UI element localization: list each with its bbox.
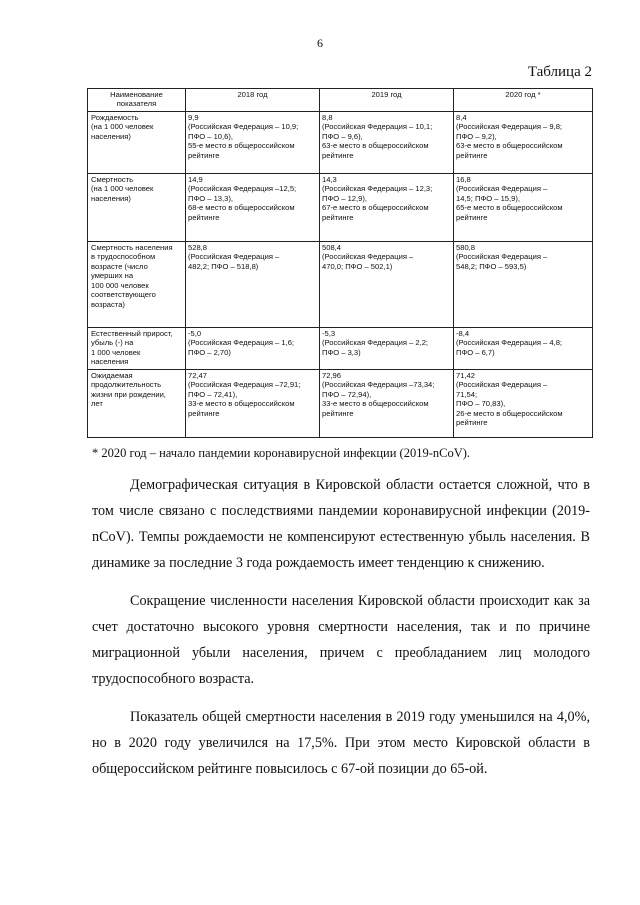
table-caption: Таблица 2 <box>527 64 592 80</box>
value-number: 14,3 <box>322 175 337 184</box>
value-number: 8,4 <box>456 113 467 122</box>
demographics-table <box>87 88 593 438</box>
indicator-line: населения <box>91 357 129 367</box>
value-line: (Российская Федерация – <box>188 252 280 262</box>
indicator-line: продолжительность <box>91 380 162 390</box>
indicator-line: (на 1 000 человек <box>91 184 154 194</box>
value-cell <box>186 370 320 438</box>
value-line: (Российская Федерация – 10,1; <box>322 122 433 132</box>
indicator-line: жизни при рождении, <box>91 389 166 399</box>
table-row <box>88 112 593 174</box>
indicator-cell <box>88 112 186 174</box>
indicator-line: Смертность <box>91 175 134 184</box>
value-line: ПФО – 3,3) <box>322 347 361 357</box>
indicator-line: убыль (-) на <box>91 338 134 348</box>
indicator-line: 1 000 человек <box>91 347 141 357</box>
value-line: ПФО – 70,83), <box>456 399 506 409</box>
indicator-cell <box>88 370 186 438</box>
header-2019: 2019 год <box>320 89 454 112</box>
page-number: 6 <box>317 36 323 50</box>
value-line: рейтинге <box>322 150 354 160</box>
value-line: 65-е место в общероссийском <box>456 203 563 213</box>
value-line: 470,0; ПФО – 502,1) <box>322 261 393 271</box>
table-body <box>88 112 593 438</box>
value-line: (Российская Федерация –72,91; <box>188 380 301 390</box>
value-cell <box>320 242 454 328</box>
indicator-line: соответствующего <box>91 290 156 300</box>
table-row <box>88 328 593 370</box>
value-number: 528,8 <box>188 243 208 252</box>
value-line: (Российская Федерация – 12,3; <box>322 184 433 194</box>
value-cell <box>186 174 320 242</box>
indicator-cell <box>88 328 186 370</box>
value-line: ПФО – 12,9), <box>322 193 367 203</box>
value-line: (Российская Федерация –73,34; <box>322 380 435 390</box>
paragraph-population-decline: Сокращение численности населения Кировской области происходит как за счет достаточно высокого уровня смертности населения, так и по причине миграционной убыли населения, причем с преобладанием лиц молодого трудоспособного возраста. <box>92 593 590 687</box>
value-line: рейтинге <box>188 212 220 222</box>
value-line: (Российская Федерация – <box>456 184 548 194</box>
indicator-line: Ожидаемая <box>91 371 133 380</box>
value-line: 71,54; <box>456 389 478 399</box>
value-line: (Российская Федерация – <box>456 252 548 262</box>
indicator-line: лет <box>91 399 103 409</box>
value-line: (Российская Федерация – 10,9; <box>188 122 299 132</box>
value-line: (Российская Федерация – 4,8; <box>456 338 563 348</box>
value-line: (Российская Федерация – <box>456 380 548 390</box>
indicator-cell <box>88 242 186 328</box>
value-line: 548,2; ПФО – 593,5) <box>456 261 527 271</box>
value-cell <box>454 328 593 370</box>
value-cell <box>320 370 454 438</box>
value-line: 67-е место в общероссийском <box>322 203 429 213</box>
value-line: 33-е место в общероссийском <box>188 399 295 409</box>
value-cell <box>454 370 593 438</box>
value-line: (Российская Федерация –12,5; <box>188 184 297 194</box>
paragraph-demographic-situation: Демографическая ситуация в Кировской области остается сложной, что в том числе связано с последствиями пандемии коронавирусной инфекции (2019-nCoV). Темпы рождаемости не компенсируют естественную убыль населения. В динамике за последние 3 года рождаемость имеет тенденцию к снижению. <box>92 477 590 571</box>
value-line: ПФО – 10,6), <box>188 131 233 141</box>
header-2020: 2020 год * <box>454 89 593 112</box>
value-number: -8,4 <box>456 329 470 338</box>
indicator-cell <box>88 174 186 242</box>
indicator-line: Рождаемость <box>91 113 139 122</box>
table-header-row <box>88 89 593 112</box>
value-line: (Российская Федерация – 9,8; <box>456 122 563 132</box>
value-line: ПФО – 6,7) <box>456 347 495 357</box>
value-line: 63-е место в общероссийском <box>322 141 429 151</box>
value-line: ПФО – 13,3), <box>188 193 233 203</box>
value-line: рейтинге <box>456 418 488 428</box>
value-number: 580,8 <box>456 243 476 252</box>
value-line: рейтинге <box>322 212 354 222</box>
value-line: ПФО – 9,6), <box>322 131 363 141</box>
value-line: 14,5; ПФО – 15,9), <box>456 193 520 203</box>
value-line: 26-е место в общероссийском <box>456 408 563 418</box>
value-cell <box>186 328 320 370</box>
body-text <box>92 472 590 794</box>
value-cell <box>320 328 454 370</box>
value-cell <box>320 112 454 174</box>
value-line: рейтинге <box>456 150 488 160</box>
value-number: 9,9 <box>188 113 199 122</box>
value-number: 72,47 <box>188 371 208 380</box>
value-line: рейтинге <box>188 150 220 160</box>
value-number: -5,0 <box>188 329 202 338</box>
value-number: 16,8 <box>456 175 471 184</box>
value-line: (Российская Федерация – <box>322 252 414 262</box>
value-number: 72,96 <box>322 371 342 380</box>
table-footnote: * 2020 год – начало пандемии коронавирусной инфекции (2019-nCoV). <box>92 446 471 460</box>
value-cell <box>186 242 320 328</box>
value-line: 33-е место в общероссийском <box>322 399 429 409</box>
value-number: -5,3 <box>322 329 336 338</box>
value-line: рейтинге <box>456 212 488 222</box>
value-cell <box>186 112 320 174</box>
table-row <box>88 370 593 438</box>
value-number: 71,42 <box>456 371 476 380</box>
value-cell <box>454 112 593 174</box>
value-line: (Российская Федерация – 2,2; <box>322 338 429 348</box>
table-row <box>88 242 593 328</box>
value-line: ПФО – 72,94), <box>322 389 372 399</box>
value-line: 482,2; ПФО – 518,8) <box>188 261 259 271</box>
value-line: 63-е место в общероссийском <box>456 141 563 151</box>
value-line: 68-е место в общероссийском <box>188 203 295 213</box>
value-cell <box>454 242 593 328</box>
value-line: рейтинге <box>322 408 354 418</box>
header-2018: 2018 год <box>186 89 320 112</box>
indicator-line: возраста) <box>91 299 125 309</box>
value-cell <box>454 174 593 242</box>
value-line: 55-е место в общероссийском <box>188 141 295 151</box>
value-line: ПФО – 72,41), <box>188 389 238 399</box>
table-row <box>88 174 593 242</box>
indicator-line: Смертность населения <box>91 243 173 252</box>
indicator-line: в трудоспособном <box>91 252 156 262</box>
value-number: 8,8 <box>322 113 333 122</box>
indicator-line: населения) <box>91 193 131 203</box>
paragraph-mortality-rate: Показатель общей смертности населения в 2019 году уменьшился на 4,0%, но в 2020 году увеличился на 17,5%. При этом место Кировской области в общероссийском рейтинге повысилось с 67-ой позиции до 65-ой. <box>92 709 590 777</box>
value-cell <box>320 174 454 242</box>
indicator-line: 100 000 человек <box>91 280 149 290</box>
value-number: 508,4 <box>322 243 342 252</box>
indicator-line: Естественный прирост, <box>91 329 173 338</box>
value-line: ПФО – 2,70) <box>188 347 231 357</box>
indicator-line: (на 1 000 человек <box>91 122 154 132</box>
indicator-line: умерших на <box>91 271 134 281</box>
indicator-line: возрасте (число <box>91 261 148 271</box>
value-line: рейтинге <box>188 408 220 418</box>
header-indicator: Наименование показателя <box>88 89 186 112</box>
value-line: (Российская Федерация – 1,6; <box>188 338 295 348</box>
indicator-line: населения) <box>91 131 131 141</box>
value-line: ПФО – 9,2), <box>456 131 497 141</box>
value-number: 14,9 <box>188 175 203 184</box>
